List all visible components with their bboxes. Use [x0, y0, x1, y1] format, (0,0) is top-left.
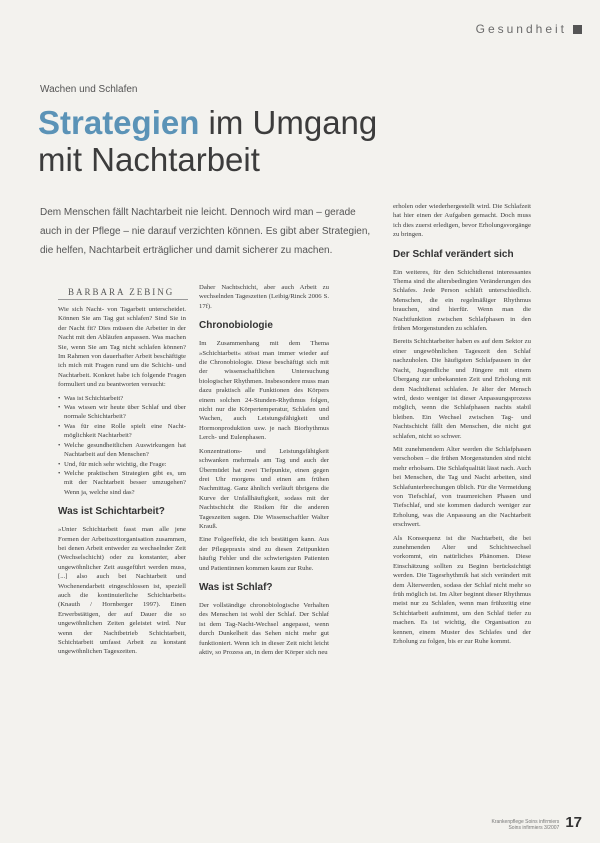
list-item: • Und, für mich sehr wichtig, die Frage:: [58, 460, 186, 469]
footer-meta: [492, 819, 560, 831]
column-3: [393, 202, 531, 650]
heading-schlaf-veraendert: Der Schlaf verändert sich: [393, 248, 514, 260]
body-paragraph: Im Zusammenhang mit dem Thema »Schichtarbeit« stösst man immer wieder auf die Chronobiologie. Diese beschäftigt sich mit der wissenschaftlichen Untersuchung biologischer Rhythmen. Insbesondere muss man dazu praktisch alle Funktionen des Körpers einem solchen 24-Stunden-Rhythmus folgen, nicht nur die Körpertemperatur, Schlafen und Wachen, auch Leistungsfähigkeit und Hormonproduktion usw. je nach Biorhythmus Lerch- und Eulenphasen.: [199, 340, 329, 442]
body-paragraph: Der vollständige chronobiologische Verhalten des Menschen ist wohl der Schlaf. Der Schlaf ist dem Tag-Nacht-Wechsel angepasst, wenn durch Dunkelheit das Sehen nicht mehr gut funktioniert. Wenn ich in dieser Zeit nicht leicht aktiv, so Prozess an, in dem der Körper sich neu: [199, 601, 329, 656]
byline: BARBARA ZEBING: [68, 287, 175, 297]
section-label: Gesundheit: [475, 22, 567, 36]
section-tag: [476, 22, 582, 36]
body-paragraph: Als Konsequenz ist die Nachtarbeit, die bei zunehmenden Alter und Schichtwechsel vorkommt, ein natürliches Phänomen. Diese Einschätzung sollten zu Beginn berücksichtigt werden. Die Tagesrhythmik hat sich verändert mit dem Älterwerden, sodass der Schlaf nicht mehr so früh möglich ist. Im Alter beginnt dieser Rhythmus meist nur zu Schlafen, wenn man frühzeitig eine Schichtarbeit aufnimmt, um den Schlaf tiefer zu machen. Es ist wichtig, die Organisation zu kennen, einem Muster des Schlafes und der Erholung zu folgen, bis er zur Ruhe kommt.: [393, 534, 531, 646]
footer-meta-line: Soins infirmiers 3/2007: [508, 825, 560, 831]
heading-was-ist-schlaf: Was ist Schlaf?: [199, 581, 273, 593]
question-list: [58, 394, 186, 497]
body-paragraph: Bereits Schichtarbeiter haben es auf dem Sektor zu einer ungewöhnlichen Tageszeit den Schlaf nachzuholen. Die häufigsten Schlafpausen in der Nacht, Jugendliche und Jüngere mit einem Übergang zur unbekannten Zeit und Erholung mit dem Nachtdienst schlafen. Je älter der Mensch wird, desto weniger ist dieser Anpassungsprozess möglich, wenn die Schlafphasen nachts stabil bleiben. Ein Wechsel zwischen Tag- und Nachtschicht fällt den Menschen, die nicht gut schlafen, nicht so schwer.: [393, 338, 531, 440]
article-lead: Dem Menschen fällt Nachtarbeit nie leicht. Dennoch wird man – gerade auch in der Pflege – nie darauf verzichten können. Es gibt aber Strategien, die helfen, Nachtarbeit erträglicher und damit sicherer zu machen.: [40, 207, 371, 256]
body-paragraph: erholen oder wiederhergestellt wird. Die Schlafzeit hat hier einen der Aufgaben gemacht. Doch muss ich dies zuerst erledigen, bevor Erholungsvorgänge zu bringen.: [393, 203, 531, 239]
column-1: [58, 305, 186, 661]
page-number: 17: [565, 814, 582, 831]
body-paragraph: Konzentrations- und Leistungsfähigkeit schwanken mehrmals am Tag und auch der Übermüdet hat zwei Tiefpunkte, einen gegen drei Uhr morgens und einen am frühen Nachmittag. Ganz ähnlich verläuft übrigens die Kurve der Unfallhäufigkeit, sodass mit der Nachtschicht die Risiken für die anderen Tageszeiten sagen. Die Wissenschaftler Walter Krauß.: [199, 447, 329, 530]
list-item: • Welche praktischen Strategien gibt es, um mit der Nachtarbeit besser umzugehen? Wenn ja, welche sind das?: [58, 469, 186, 497]
page-footer: [492, 814, 583, 831]
body-paragraph: »Unter Schichtarbeit fasst man alle jene Formen der Arbeitszeitorganisation zusammen, bei denen Arbeit entweder zu wechselnder Zeit (Wechselschicht) oder zu konstanter, aber ungewöhnlicher Zeit ausgeführt werden muss, [...] also auch bei Nachtarbeit und Wochenendarbeit eingeschlossen ist, speziell auch die kontinuierliche Schichtarbeit« (Knauth / Hornberger 1997). Einen Erwerbstätigen, der auf Dauer die so ungewöhnlichen Zeiten geleistet wird. Nur wenn der Nachtbetrieb Schichtarbeit, Schichtarbeit umfasst Arbeit zu konstant ungewöhnlichen Tageszeiten.: [58, 526, 186, 656]
article-title: [38, 104, 398, 178]
footer-meta-line: Krankenpflege Soins infirmiers: [491, 819, 560, 825]
heading-schichtarbeit: Was ist Schichtarbeit?: [58, 506, 165, 518]
body-paragraph: Daher Nachtschicht, aber auch Arbeit zu wechselnden Tageszeiten (Leibig/Rinck 2006 S. 17f).: [199, 284, 329, 310]
list-item: • Was wissen wir heute über Schlaf und über normale Schichtarbeit?: [58, 403, 186, 422]
byline-rule: [58, 299, 188, 300]
title-accent: Strategien: [38, 104, 200, 141]
article-kicker: Wachen und Schlafen: [40, 84, 138, 95]
body-paragraph: Eine Folgeeffekt, die ich bestätigen kann. Aus der Pflegepraxis sind zu diesen Zeitpunkten häufig Fehler und die schwierigsten Patienten und Patientinnen kommen kaum zur Ruhe.: [199, 536, 329, 572]
list-item: • Welche gesundheitlichen Auswirkungen hat Nachtarbeit auf den Menschen?: [58, 441, 186, 460]
list-item: • Was ist Schichtarbeit?: [58, 394, 186, 403]
body-paragraph: Ein weiteres, für den Schichtdienst interessantes Thema sind die altersbedingten Veränderungen des Schlafes. Jede Person schläft unterschiedlich. Menschen, die ein regelmäßiger Rhythmus brauchen, sind hierfür. Wenn man die Nachtfunktion zwischen Schlafphasen in den frühen Morgenstunden zu schlafen.: [393, 268, 531, 333]
body-paragraph: Mit zunehmendem Alter werden die Schlafphasen verschoben – die frühen Morgenstunden sind nicht mehr erholsam. Die Schlafqualität lässt nach. Auch bei Menschen, die Tag und Nacht arbeiten, sind Schlafunterbrechungen üblich. Für die Vermeidung von Tiefschlaf, von traumreichen Phasen und Tiefschlaf, und sie kommen dadurch weniger zur Erholung, was die Anpassung an die Nachtarbeit erschwert.: [393, 445, 531, 529]
title-rest: im Umgang mit Nachtarbeit: [38, 104, 378, 178]
intro-paragraph: Wie sich Nacht- von Tagarbeit unterscheidet. Können Sie am Tag gut schlafen? Sind Sie in der Nacht fit? Dies müssen die Arbeiter in der Nacht mit den Abläufen anpassen. Was machen Sie, wenn Sie am Tag nicht schlafen können? Im Rahmen von dauerhafter Arbeit beschäftigte ich mich mit Fragen rund um die Schicht- und Nachtarbeit. Konkret habe ich folgende Fragen formuliert und zu beantworten versucht:: [58, 306, 186, 389]
heading-chronobiologie: Chronobiologie: [199, 320, 273, 332]
list-item: • Was für eine Rolle spielt eine Nacht-möglichkeit Nachtarbeit?: [58, 422, 186, 441]
section-square-icon: [573, 25, 582, 34]
column-2: [199, 283, 329, 661]
